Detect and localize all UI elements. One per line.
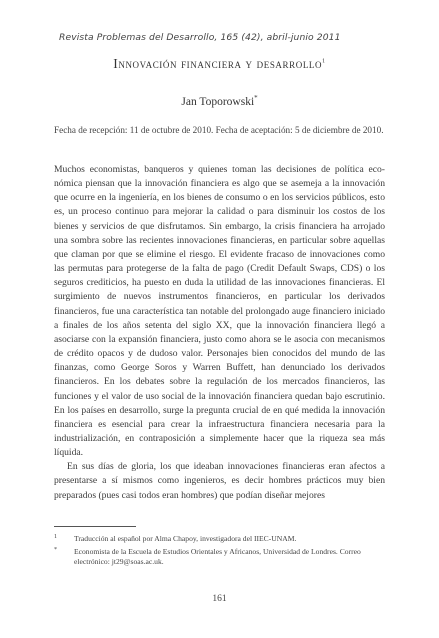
footnotes: [54, 534, 385, 571]
journal-header: Revista Problemas del Desarrollo, 165 (42), abril-junio 2011: [59, 32, 341, 43]
received-accepted-dates: Fecha de recepción: 11 de octubre de 2010. Fecha de aceptación: 5 de diciembre de 2010.: [54, 125, 384, 135]
footnote-1: [54, 534, 385, 544]
author-name-text: Jan Toporowski: [181, 95, 255, 108]
footnote-1-mark: 1: [54, 533, 58, 540]
body-paragraph-1: Muchos economistas, banqueros y quienes toman las decisiones de política económica piensan que la innovación financiera es algo que se asemeja a la innovación que ocurre en la ingeniería, en los bienes de consumo o en los servicios públicos, esto es, un proceso continuo para mejorar la calidad o para disminuir los costos de los bienes y servicios de que disfrutamos. Sin embargo, la crisis financiera ha arrojado una sombra sobre las recientes innovaciones financieras, en particular sobre aquellas que claman por que se elimine el riesgo. El evidente fracaso de innovaciones como las permutas para protegerse de la falta de pago (Credit Default Swaps, CDS) o los seguros crediticios, ha puesto en duda la utilidad de las innovaciones financieras. El surgimiento de nuevos instrumentos financieros, en particular los derivados financieros, fue una característica tan notable del prolongado auge financiero iniciado a finales de los años setenta del siglo XX, que la innovación financiera llegó a asociarse con la expansión financiera, justo como ahora se le asocia con mecanismos de crédito opacos y de dudoso valor. Personajes bien conocidos del mundo de las finanzas, como George Soros y Warren Buffett, han denunciado los derivados financieros. En los debates sobre la regulación de los mercados financieros, las funciones y el valor de uso social de la innovación financiera quedan bajo escrutinio. En los países en desarrollo, surge la pregunta crucial de en qué medida la innovación financiera es esencial para crear la infraestructura financiera necesaria para la industrialización, en contraposición a simplemente hacer que la riqueza sea más líquida.: [54, 164, 385, 459]
article-title-text: Innovación financiera y desarrollo: [113, 56, 323, 71]
author-name: [0, 94, 439, 108]
footnote-2-text: Economista de la Escuela de Estudios Orientales y Africanos, Universidad de Londres. Correo electrónico: jt29@soas.ac.uk.: [74, 547, 361, 567]
article-title: [0, 56, 439, 72]
body-paragraph-2: En sus días de gloria, los que ideaban innovaciones financieras eran afectos a presentarse a sí mismos como ingenieros, es decir hombres prácticos muy bien preparados (pues casi todos eran hombres) que podían diseñar mejores: [54, 461, 385, 501]
title-footnote-marker: 1: [322, 58, 326, 65]
footnote-2-mark: *: [54, 546, 58, 554]
author-footnote-marker: *: [254, 94, 258, 102]
footnote-1-text: Traducción al español por Alma Chapoy, investigadora del IIEC-UNAM.: [74, 534, 297, 543]
footnote-2: [54, 547, 385, 567]
page-number: 161: [212, 594, 227, 604]
footnote-divider: [54, 526, 136, 527]
article-body: [54, 163, 385, 503]
